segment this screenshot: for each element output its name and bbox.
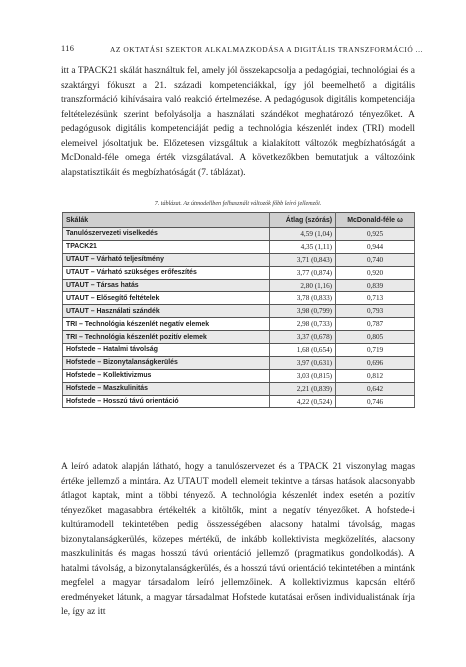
omega-cell: 0,713	[336, 292, 415, 305]
table-row	[63, 356, 415, 369]
table-row	[63, 344, 415, 357]
scale-cell: TRI – Technológia készenlét negatív elemek	[63, 318, 270, 331]
scale-cell: Hofstede – Kollektivizmus	[63, 369, 270, 382]
mean-sd-cell: 3,37 (0,678)	[270, 331, 336, 344]
page-number: 116	[61, 44, 75, 53]
mean-sd-cell: 2,21 (0,839)	[270, 382, 336, 395]
table-row	[63, 395, 415, 408]
mean-sd-cell: 2,98 (0,733)	[270, 318, 336, 331]
table-row	[63, 228, 415, 241]
omega-cell: 0,812	[336, 369, 415, 382]
table-row	[63, 305, 415, 318]
mean-sd-cell: 3,78 (0,833)	[270, 292, 336, 305]
omega-cell: 0,719	[336, 344, 415, 357]
column-header-mean-sd: Átlag (szórás)	[270, 213, 336, 228]
descriptive-statistics-table	[62, 212, 415, 408]
table-row	[63, 382, 415, 395]
scale-cell: UTAUT – Elősegítő feltételek	[63, 292, 270, 305]
body-paragraph-1: itt a TPACK21 skálát használtuk fel, amely jól összekapcsolja a pedagógiai, technológiai és a szaktárgyi fókuszt a 21. századi kompetenciákkal, így jól beemelhető a digitális transzformáció kihívásaira való reakció értelmezése. A pedagógusok digitális kompetenciája feltételezésünk szerint befolyásolja a használati szándékot meghatározó tényezőket. A pedagógusok digitális kompetenciáját pedig a technológia készenlét index (TRI) modell elemeivel jósoltatjuk be. Előzetesen vizsgáltuk a kialakított változók megbízhatóságát a McDonald-féle omega érték vizsgálatával. A következőkben bemutatjuk a változóink alapstatisztikáit és megbízhatóságát (7. táblázat).	[61, 66, 415, 178]
mean-sd-cell: 4,22 (0,524)	[270, 395, 336, 408]
scale-cell: Hofstede – Maszkulinitás	[63, 382, 270, 395]
mean-sd-cell: 4,35 (1,11)	[270, 240, 336, 253]
mean-sd-cell: 3,03 (0,815)	[270, 369, 336, 382]
scale-cell: UTAUT – Használati szándék	[63, 305, 270, 318]
mean-sd-cell: 1,68 (0,654)	[270, 344, 336, 357]
omega-cell: 0,746	[336, 395, 415, 408]
omega-cell: 0,740	[336, 253, 415, 266]
table-row	[63, 279, 415, 292]
omega-cell: 0,787	[336, 318, 415, 331]
omega-cell: 0,805	[336, 331, 415, 344]
mean-sd-cell: 3,98 (0,799)	[270, 305, 336, 318]
mean-sd-cell: 3,97 (0,631)	[270, 356, 336, 369]
omega-cell: 0,944	[336, 240, 415, 253]
omega-cell: 0,925	[336, 228, 415, 241]
table-row	[63, 266, 415, 279]
column-header-scales: Skálák	[63, 213, 270, 228]
body-paragraph-2: A leíró adatok alapján látható, hogy a tanulószervezet és a TPACK 21 viszonylag magas értéke jellemző a mintára. Az UTAUT modell elemeit tekintve a társas hatások alacsonyabb átlagot kaptak, mint a többi tényező. A technológia készenlét index esetén a pozitív tényezőket magasabbra értékelték a kitöltők, mint a negatív tényezőket. A hofstede-i kultúramodell tekintetében pedig összességében alacsony hatalmi távolság, magas bizonytalanságkerülés, közepes mértékű, de inkább kollektivista megközelítés, alacsony maszkulinitás és magas hosszú távú orientáció jellemző (pragmatikus gondolkodás). A hatalmi távolság, a bizonytalanságkerülés, és a hosszú távú orientáció tekintetében a mintánk megfelel a magyar társadalom leíró jellemzőinek. A kollektivizmus kapcsán eltérő eredményeket látunk, a magyar társadalmat Hofstede kutatásai erősen individualistának írja le, így az itt	[61, 462, 415, 617]
table-row	[63, 331, 415, 344]
table-row	[63, 369, 415, 382]
omega-cell: 0,696	[336, 356, 415, 369]
mean-sd-cell: 3,77 (0,874)	[270, 266, 336, 279]
omega-cell: 0,793	[336, 305, 415, 318]
table-row	[63, 253, 415, 266]
scale-cell: TPACK21	[63, 240, 270, 253]
table-row	[63, 292, 415, 305]
mean-sd-cell: 2,80 (1,16)	[270, 279, 336, 292]
scale-cell: Tanulószervezeti viselkedés	[63, 228, 270, 241]
scale-cell: UTAUT – Társas hatás	[63, 279, 270, 292]
column-header-omega: McDonald-féle ω	[336, 213, 415, 228]
scale-cell: TRI – Technológia készenlét pozitív elemek	[63, 331, 270, 344]
scale-cell: Hofstede – Bizonytalanságkerülés	[63, 356, 270, 369]
scale-cell: Hofstede – Hatalmi távolság	[63, 344, 270, 357]
table-row	[63, 318, 415, 331]
omega-cell: 0,839	[336, 279, 415, 292]
scale-cell: UTAUT – Várható szükséges erőfeszítés	[63, 266, 270, 279]
running-title: AZ OKTATÁSI SZEKTOR ALKALMAZKODÁSA A DIGITÁLIS TRANSZFORMÁCIÓ ...	[110, 44, 423, 54]
mean-sd-cell: 3,71 (0,843)	[270, 253, 336, 266]
scale-cell: Hofstede – Hosszú távú orientáció	[63, 395, 270, 408]
table-row	[63, 240, 415, 253]
omega-cell: 0,642	[336, 382, 415, 395]
table-caption: 7. táblázat. Az útmodellben felhasznált változók főbb leíró jellemzői.	[154, 201, 322, 207]
omega-cell: 0,920	[336, 266, 415, 279]
mean-sd-cell: 4,59 (1,04)	[270, 228, 336, 241]
table-header-row	[63, 213, 415, 228]
scale-cell: UTAUT – Várható teljesítmény	[63, 253, 270, 266]
